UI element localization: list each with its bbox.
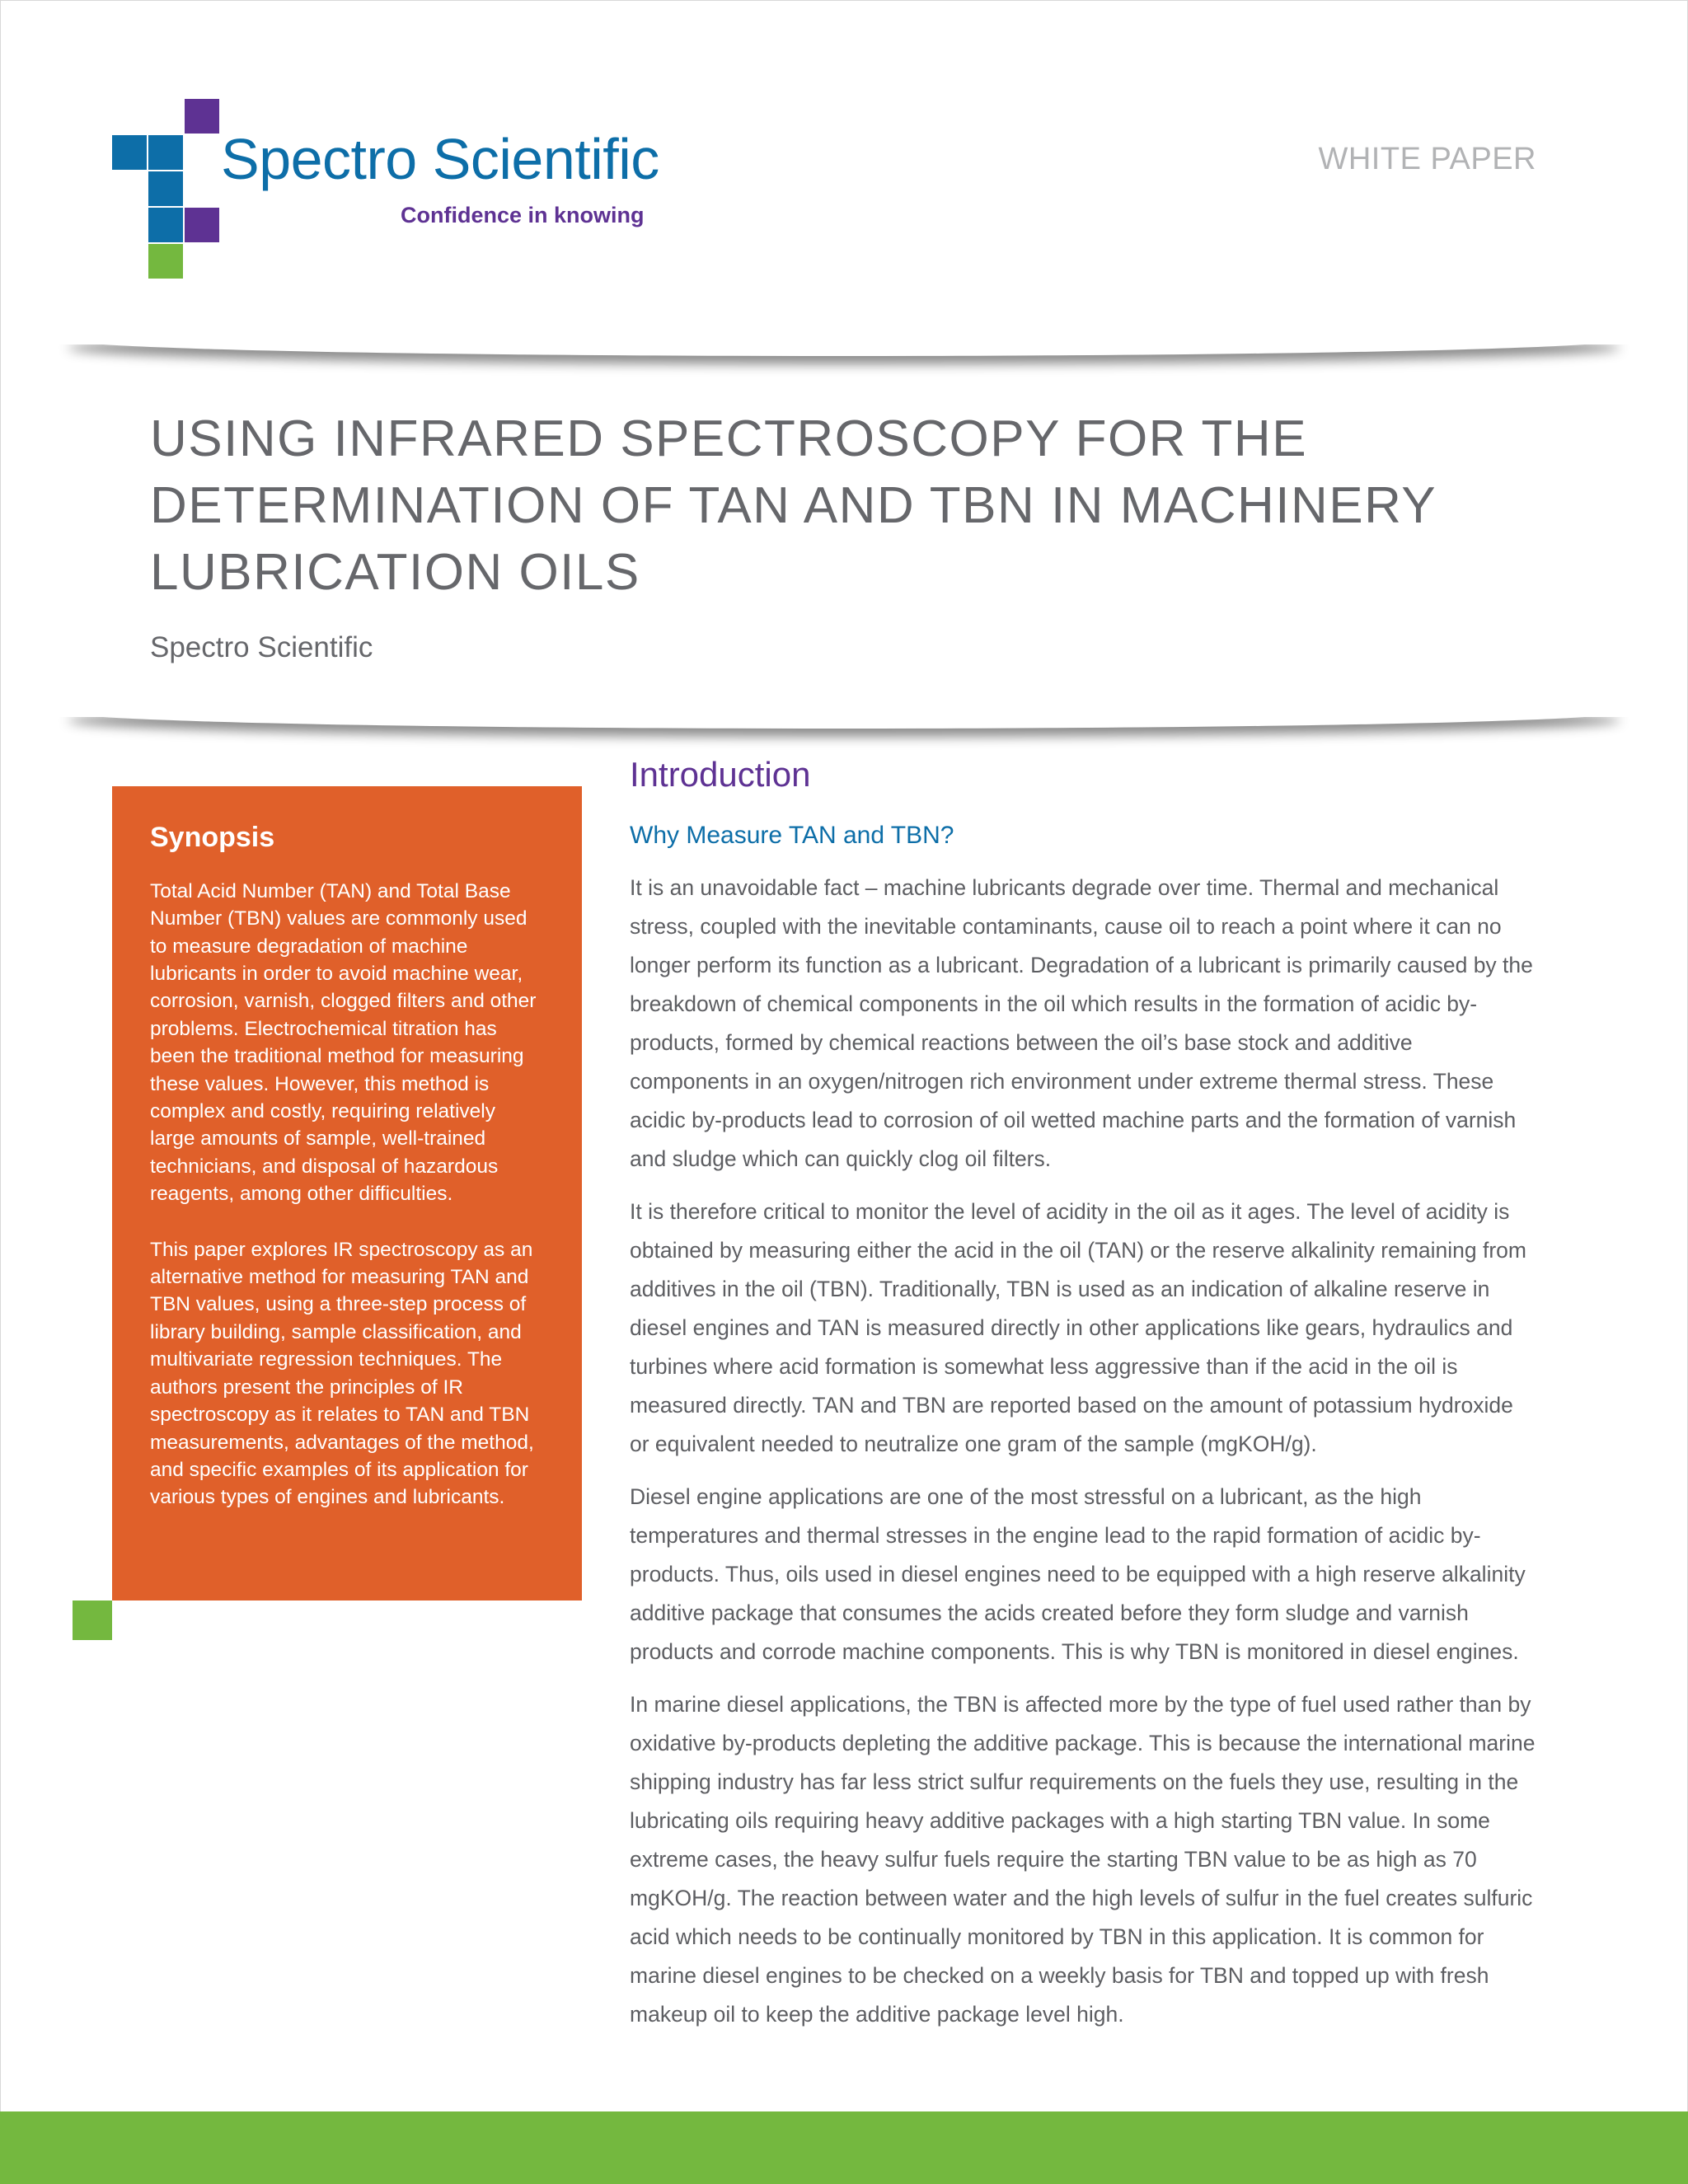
body-paragraph: Diesel engine applications are one of the most stressful on a lubricant, as the high temperatures and thermal stresses in the engine lead to the rapid formation of acidic by-products. Thus, oils used in diesel engines need to be equipped with a high reserve alkalinity additive package that consumes the acids created before they form sludge and varnish products and corrode machine components. This is why TBN is monitored in diesel engines.: [630, 1484, 1526, 1664]
logo-square-blue: [112, 135, 147, 170]
synopsis-paragraph: This paper explores IR spectroscopy as an alternative method for measuring TAN and TBN values, using a three-step process of library building, sample classification, and multivariate regression techniques. The authors present the principles of IR spectroscopy as it relates to TAN and TBN measurements, advantages of the method, and specific examples of its application for various types of engines and lubricants.: [150, 1238, 534, 1509]
document-type-label: WHITE PAPER: [1318, 142, 1536, 176]
synopsis-box: [112, 786, 582, 1601]
synopsis-accent-square: [73, 1601, 112, 1640]
main-column: [630, 752, 1536, 2048]
logo-square-blue: [148, 208, 183, 242]
body-paragraph: It is an unavoidable fact – machine lubricants degrade over time. Thermal and mechanical stress, coupled with the inevitable contaminants, cause oil to reach a point where it can no longer perform its function as a lubricant. Degradation of a lubricant is primarily caused by the breakdown of chemical components in the oil which results in the formation of acidic by-products, formed by chemical reactions between the oil’s base stock and additive components in an oxygen/nitrogen rich environment under extreme thermal stress. These acidic by-products lead to corrosion of oil wetted machine parts and the formation of varnish and sludge which can quickly clog oil filters.: [630, 875, 1533, 1171]
document-author: Spectro Scientific: [150, 631, 373, 663]
brand-tagline: Confidence in knowing: [401, 203, 645, 227]
logo-square-green: [148, 244, 183, 279]
header-shadow-divider: [0, 344, 1688, 377]
body-paragraph: In marine diesel applications, the TBN is affected more by the type of fuel used rather than by oxidative by-products depleting the additive package. This is because the international marine shipping industry has far less strict sulfur requirements on the fuels they use, resulting in the lubricating oils requiring heavy additive packages with a high starting TBN value. In some extreme cases, the heavy sulfur fuels require the starting TBN value to be as high as 70 mgKOH/g. The reaction between water and the high levels of sulfur in the fuel creates sulfuric acid which needs to be continually monitored by TBN in this application. It is common for marine diesel engines to be checked on a weekly basis for TBN and topped up with fresh makeup oil to keep the additive package level high.: [630, 1692, 1536, 2027]
body-paragraph: It is therefore critical to monitor the level of acidity in the oil as it ages. The level of acidity is obtained by measuring either the acid in the oil (TAN) or the reserve alkalinity remaining from additives in the oil (TBN). Traditionally, TBN is used as an indication of alkaline reserve in diesel engines and TAN is measured directly in other applications like gears, hydraulics and turbines where acid formation is somewhat less aggressive than if the acid in the oil is measured directly. TAN and TBN are reported based on the amount of potassium hydroxide or equivalent needed to neutralize one gram of the sample (mgKOH/g).: [630, 1199, 1526, 1456]
footer-bar: [0, 2111, 1688, 2184]
brand-name: Spectro Scientific: [221, 127, 659, 191]
document-title: USING INFRARED SPECTROSCOPY FOR THE DETERMINATION OF TAN AND TBN IN MACHINERY LUBRICATION OILS: [150, 410, 1437, 601]
subheading-why-measure: Why Measure TAN and TBN?: [630, 822, 954, 849]
title-shadow-divider: [0, 717, 1688, 750]
synopsis-heading: Synopsis: [150, 822, 275, 853]
logo-square-purple: [185, 99, 219, 134]
logo-square-purple: [185, 208, 219, 242]
logo-square-blue: [148, 171, 183, 206]
logo-square-blue: [148, 135, 183, 170]
section-heading-introduction: Introduction: [630, 755, 811, 794]
brand-logo-mark: [112, 99, 223, 280]
synopsis-paragraph: Total Acid Number (TAN) and Total Base Number (TBN) values are commonly used to measure degradation of machine lubricants in order to avoid machine wear, corrosion, varnish, clogged filters and other problems. Electrochemical titration has been the traditional method for measuring these values. However, this method is complex and costly, requiring relatively large amounts of sample, well-trained technicians, and disposal of hazardous reagents, among other difficulties.: [150, 879, 537, 1206]
